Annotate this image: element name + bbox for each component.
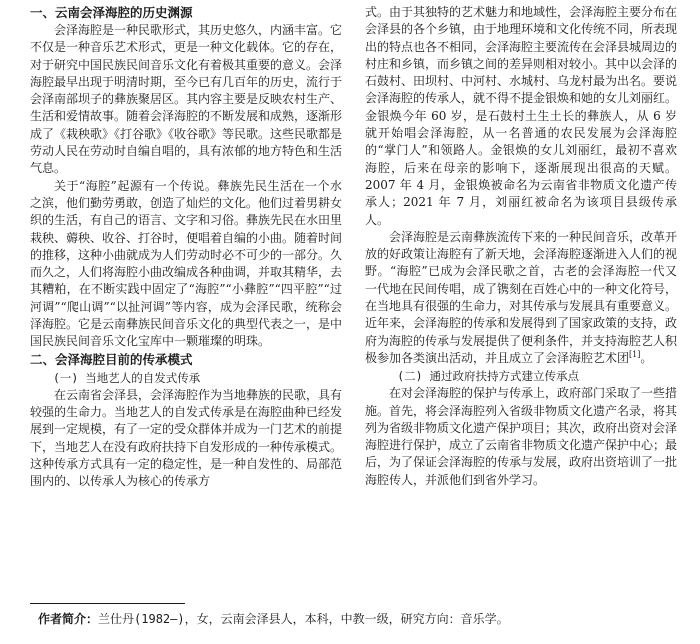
subsection-2-heading: (二) 通过政府扶持方式建立传承点 bbox=[397, 369, 579, 384]
paragraph-history-intro: 会泽海腔是一种民歌形式，其历史悠久，内涵丰富。它不仅是一种音乐艺术形式，更是一种文化载体。它的存在，对于研究中国民族民间音乐文化有着极其重要的意义。会泽海腔最早出现于明清时期，至今已有几百年的历史，流行于会泽南部坝子的彝族聚居区。其内容主要是反映农村生产、生活和爱情故事。随着会泽海腔的不断发展和成熟，逐渐形成了《栽秧歌》《打谷歌》《收谷歌》等民歌。这些民歌都是劳动人民在劳动时自编自唱的，具有浓郁的地方特色和生活气息。 bbox=[30, 23, 343, 176]
paragraph-policy-end: 。 bbox=[640, 350, 653, 365]
footnote-label: 作者简介： bbox=[38, 612, 99, 626]
section-2-heading: 二、会泽海腔目前的传承模式 bbox=[30, 351, 193, 367]
paragraph-continuation: 式。由于其独特的艺术魅力和地域性，会泽海腔主要分布在会泽县的各个乡镇，由于地理环境和文化传统不同，所表现出的特点也各不相同，会泽海腔主要流传在会泽县城周边的村庄和乡镇，而乡镇之间的差异则相对较小。其中以会泽的石鼓村、田坝村、中河村、水城村、乌龙村最为出名。要说会泽海腔的传承人，就不得不提金银焕和她的女儿刘丽红。金银焕今年 60 岁，是石鼓村土生土长的彝族人，从 6 岁就开始唱会泽海腔，从一名普通的农民发展为会泽海腔的“掌门人”和领路人。金银焕的女儿刘丽红，最初不喜欢海腔，后来在母亲的影响下，逐渐展现出很高的天赋。2007 年 4 月，金银焕被命名为云南省非物质文化遗产传承人；2021 年 7 月，刘丽红被命名为该项目县级传承人。 bbox=[365, 5, 678, 227]
subsection-1-heading: (一) 当地艺人的自发式传承 bbox=[53, 370, 201, 385]
paragraph-government-measures: 在对会泽海腔的保护与传承上，政府部门采取了一些措施。首先，将会泽海腔列入省级非物质文化遗产名录，将其列为省级非物质文化遗产保护项目；其次，政府出资对会泽海腔进行保护，成立了云南省非物质文化遗产保护中心；最后，为了保证会泽海腔的传承与发展，政府出资培训了一批海腔传人，并派他们到省外学习。 bbox=[365, 386, 678, 487]
right-column bbox=[365, 4, 677, 489]
section-1-heading: 一、云南会泽海腔的历史渊源 bbox=[30, 5, 193, 20]
footnote-divider bbox=[30, 603, 185, 604]
paragraph-spontaneous-inheritance: 在云南省会泽县，会泽海腔作为当地彝族的民歌，具有较强的生命力。当地艺人的自发式传承是在海腔曲种已经发展到一定规模，有了一定的受众群体并成为一门艺术的前提下，当地艺人在没有政府扶持下自发形成的一种传承模式。这种传承方式具有一定的稳定性，是一种自发性的、局部范围内的、以传承人为核心的传承方 bbox=[30, 387, 343, 489]
paragraph-legend: 关于“海腔”起源有一个传说。彝族先民生活在一个水之滨，他们勤劳勇敢，创造了灿烂的文化。他们过着男耕女织的生活，有自己的语言、文字和习俗。彝族先民在水田里栽秧、薅秧、收谷、打谷时，便唱着自编的小曲。随着时间的推移，这种小曲就成为人们劳动时必不可少的一部分。久而久之，人们将海腔小曲改编成各种曲调，并取其精华，去其糟粕，在不断实践中固定了“海腔”“小彝腔”“四平腔”“过河调”“爬山调”“以扯河调”等内容，成为会泽民歌，统称会泽海腔。它是云南彝族民间音乐文化的典型代表之一，是中国民族民间音乐文化宝库中一颗璀璨的明珠。 bbox=[30, 178, 343, 349]
footnote-text: 兰仕丹(1982—)，女，云南会泽县人，本科，中教一级，研究方向：音乐学。 bbox=[98, 612, 509, 626]
paragraph-policy-support bbox=[365, 229, 677, 367]
left-column bbox=[30, 4, 342, 490]
citation-reference[interactable]: [1] bbox=[629, 349, 641, 359]
paragraph-policy-text: 会泽海腔是云南彝族流传下来的一种民间音乐，改革开放的好政策让海腔有了新天地，会泽海腔逐渐进入人们的视野。“海腔”已成为会泽民歌之首，古老的会泽海腔一代又一代地在民间传唱，成了镌刻在百姓心中的一种文化符号，在当地具有很强的生命力，对其传承与发展具有重要意义。近年来，会泽海腔的传承和发展得到了国家政策的支持，政府为海腔的传承与发展提供了便利条件，并支持海腔艺人积极参加各类演出活动，并且成立了会泽海腔艺术团 bbox=[365, 229, 678, 365]
author-footnote bbox=[38, 611, 678, 628]
